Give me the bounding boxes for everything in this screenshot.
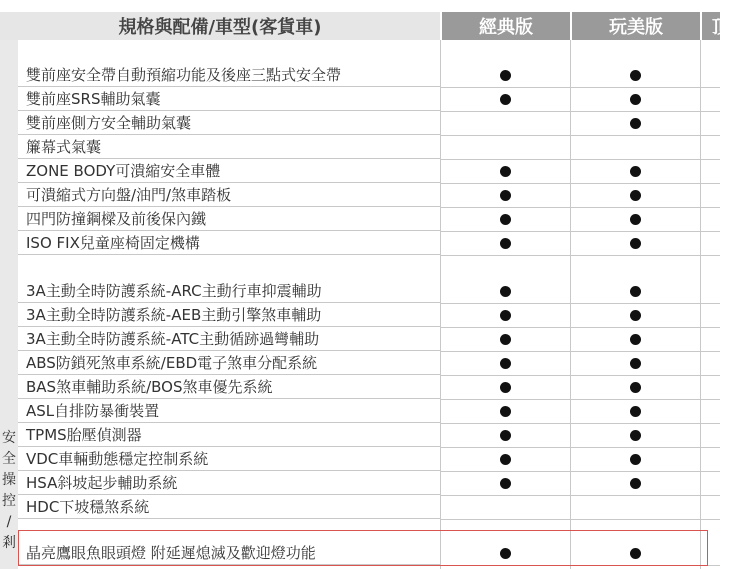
- table-row: [18, 280, 720, 304]
- col-divider: [700, 40, 701, 569]
- feature-name: BAS煞車輔助系統/BOS煞車優先系統: [18, 376, 440, 399]
- included-dot-icon: [500, 382, 511, 393]
- table-row: [18, 542, 720, 566]
- feature-value-cell: [700, 542, 720, 566]
- feature-value-cell: [570, 64, 700, 88]
- feature-value-cell: [700, 496, 720, 520]
- table-row: [18, 88, 720, 112]
- included-dot-icon: [500, 454, 511, 465]
- included-dot-icon: [500, 214, 511, 225]
- included-dot-icon: [630, 548, 641, 559]
- feature-value-cell: [440, 424, 570, 448]
- included-dot-icon: [630, 382, 641, 393]
- included-dot-icon: [630, 166, 641, 177]
- feature-value-cell: [700, 280, 720, 304]
- feature-value-cell: [700, 88, 720, 112]
- included-dot-icon: [630, 286, 641, 297]
- table-row: [18, 496, 720, 520]
- header-col-classic: 經典版: [440, 12, 570, 40]
- table-row: [18, 424, 720, 448]
- feature-value-cell: [700, 472, 720, 496]
- included-dot-icon: [630, 358, 641, 369]
- included-dot-icon: [630, 238, 641, 249]
- feature-name: ZONE BODY可潰縮安全車體: [18, 160, 440, 183]
- feature-value-cell: [570, 232, 700, 256]
- category-label-char: 操: [2, 472, 16, 488]
- feature-value-cell: [570, 424, 700, 448]
- feature-value-cell: [570, 472, 700, 496]
- included-dot-icon: [630, 334, 641, 345]
- included-dot-icon: [500, 310, 511, 321]
- feature-name: 3A主動全時防護系統-ATC主動循跡過彎輔助: [18, 328, 440, 351]
- header-title: 規格與配備/車型(客貨車): [0, 12, 440, 40]
- feature-name: ASL自排防暴衝裝置: [18, 400, 440, 423]
- header-col-top: 頂: [700, 12, 720, 40]
- feature-value-cell: [700, 208, 720, 232]
- feature-value-cell: [440, 88, 570, 112]
- feature-value-cell: [570, 448, 700, 472]
- feature-value-cell: [700, 232, 720, 256]
- feature-value-cell: [440, 112, 570, 136]
- feature-value-cell: [570, 328, 700, 352]
- included-dot-icon: [500, 190, 511, 201]
- included-dot-icon: [630, 310, 641, 321]
- table-row: [18, 304, 720, 328]
- included-dot-icon: [500, 94, 511, 105]
- included-dot-icon: [630, 478, 641, 489]
- feature-value-cell: [570, 136, 700, 160]
- feature-value-cell: [440, 232, 570, 256]
- feature-name: VDC車輛動態穩定控制系統: [18, 448, 440, 471]
- feature-value-cell: [570, 400, 700, 424]
- feature-value-cell: [570, 304, 700, 328]
- feature-value-cell: [440, 400, 570, 424]
- feature-name: 可潰縮式方向盤/油門/煞車踏板: [18, 184, 440, 207]
- included-dot-icon: [630, 70, 641, 81]
- feature-value-cell: [700, 328, 720, 352]
- table-row: [18, 376, 720, 400]
- table-row: [18, 160, 720, 184]
- feature-name: 3A主動全時防護系統-AEB主動引擎煞車輔助: [18, 304, 440, 327]
- feature-value-cell: [700, 112, 720, 136]
- included-dot-icon: [500, 358, 511, 369]
- feature-name: ISO FIX兒童座椅固定機構: [18, 232, 440, 255]
- table-row: [18, 448, 720, 472]
- included-dot-icon: [500, 166, 511, 177]
- feature-value-cell: [440, 184, 570, 208]
- feature-value-cell: [570, 352, 700, 376]
- feature-value-cell: [700, 184, 720, 208]
- feature-value-cell: [440, 376, 570, 400]
- table-row: [18, 400, 720, 424]
- feature-value-cell: [440, 352, 570, 376]
- included-dot-icon: [500, 334, 511, 345]
- included-dot-icon: [630, 406, 641, 417]
- category-label: [1, 428, 17, 554]
- feature-value-cell: [440, 472, 570, 496]
- feature-value-cell: [570, 184, 700, 208]
- feature-name: TPMS胎壓偵測器: [18, 424, 440, 447]
- table-row: [18, 208, 720, 232]
- feature-name: 雙前座安全帶自動預縮功能及後座三點式安全帶: [18, 64, 440, 87]
- table-row: [18, 232, 720, 256]
- feature-value-cell: [700, 424, 720, 448]
- feature-name: 雙前座側方安全輔助氣囊: [18, 112, 440, 135]
- included-dot-icon: [630, 214, 641, 225]
- feature-name: ABS防鎖死煞車系統/EBD電子煞車分配系統: [18, 352, 440, 375]
- feature-name: HDC下坡穩煞系統: [18, 496, 440, 519]
- category-label-char: 剎: [2, 535, 16, 551]
- category-label-char: 安: [2, 430, 16, 446]
- feature-name: 四門防撞鋼樑及前後保內鐵: [18, 208, 440, 231]
- header-col-wanmei: 玩美版: [570, 12, 700, 40]
- feature-value-cell: [700, 400, 720, 424]
- feature-value-cell: [440, 160, 570, 184]
- included-dot-icon: [500, 430, 511, 441]
- feature-value-cell: [440, 304, 570, 328]
- feature-value-cell: [700, 64, 720, 88]
- included-dot-icon: [500, 70, 511, 81]
- feature-name: 3A主動全時防護系統-ARC主動行車抑震輔助: [18, 280, 440, 303]
- feature-value-cell: [570, 160, 700, 184]
- feature-name: 簾幕式氣囊: [18, 136, 440, 159]
- included-dot-icon: [500, 406, 511, 417]
- feature-name: HSA斜坡起步輔助系統: [18, 472, 440, 495]
- feature-value-cell: [570, 496, 700, 520]
- included-dot-icon: [630, 430, 641, 441]
- table-header: [0, 0, 730, 40]
- included-dot-icon: [500, 478, 511, 489]
- table-row: [18, 352, 720, 376]
- feature-name: 晶亮鷹眼魚眼頭燈 附延遲熄滅及歡迎燈功能: [18, 542, 440, 565]
- included-dot-icon: [630, 94, 641, 105]
- feature-value-cell: [440, 542, 570, 566]
- table-row: [18, 64, 720, 88]
- category-label-char: 控: [2, 493, 16, 509]
- feature-value-cell: [700, 304, 720, 328]
- col-divider: [570, 40, 571, 569]
- feature-value-cell: [700, 376, 720, 400]
- table-row: [18, 328, 720, 352]
- feature-value-cell: [570, 542, 700, 566]
- feature-value-cell: [700, 160, 720, 184]
- table-row: [18, 184, 720, 208]
- table-row: [18, 136, 720, 160]
- feature-value-cell: [440, 328, 570, 352]
- included-dot-icon: [630, 454, 641, 465]
- feature-value-cell: [700, 448, 720, 472]
- feature-value-cell: [440, 496, 570, 520]
- feature-value-cell: [700, 136, 720, 160]
- feature-value-cell: [440, 64, 570, 88]
- included-dot-icon: [630, 118, 641, 129]
- feature-value-cell: [570, 280, 700, 304]
- included-dot-icon: [500, 238, 511, 249]
- category-label-char: /: [6, 514, 12, 530]
- feature-value-cell: [570, 208, 700, 232]
- included-dot-icon: [500, 286, 511, 297]
- included-dot-icon: [630, 190, 641, 201]
- feature-value-cell: [440, 280, 570, 304]
- table-row: [18, 472, 720, 496]
- feature-value-cell: [570, 112, 700, 136]
- included-dot-icon: [500, 548, 511, 559]
- feature-value-cell: [440, 136, 570, 160]
- feature-name: 雙前座SRS輔助氣囊: [18, 88, 440, 111]
- col-divider: [440, 40, 441, 569]
- feature-value-cell: [700, 352, 720, 376]
- feature-value-cell: [440, 208, 570, 232]
- feature-value-cell: [440, 448, 570, 472]
- table-row: [18, 112, 720, 136]
- feature-value-cell: [570, 88, 700, 112]
- category-label-char: 全: [2, 451, 16, 467]
- feature-value-cell: [570, 376, 700, 400]
